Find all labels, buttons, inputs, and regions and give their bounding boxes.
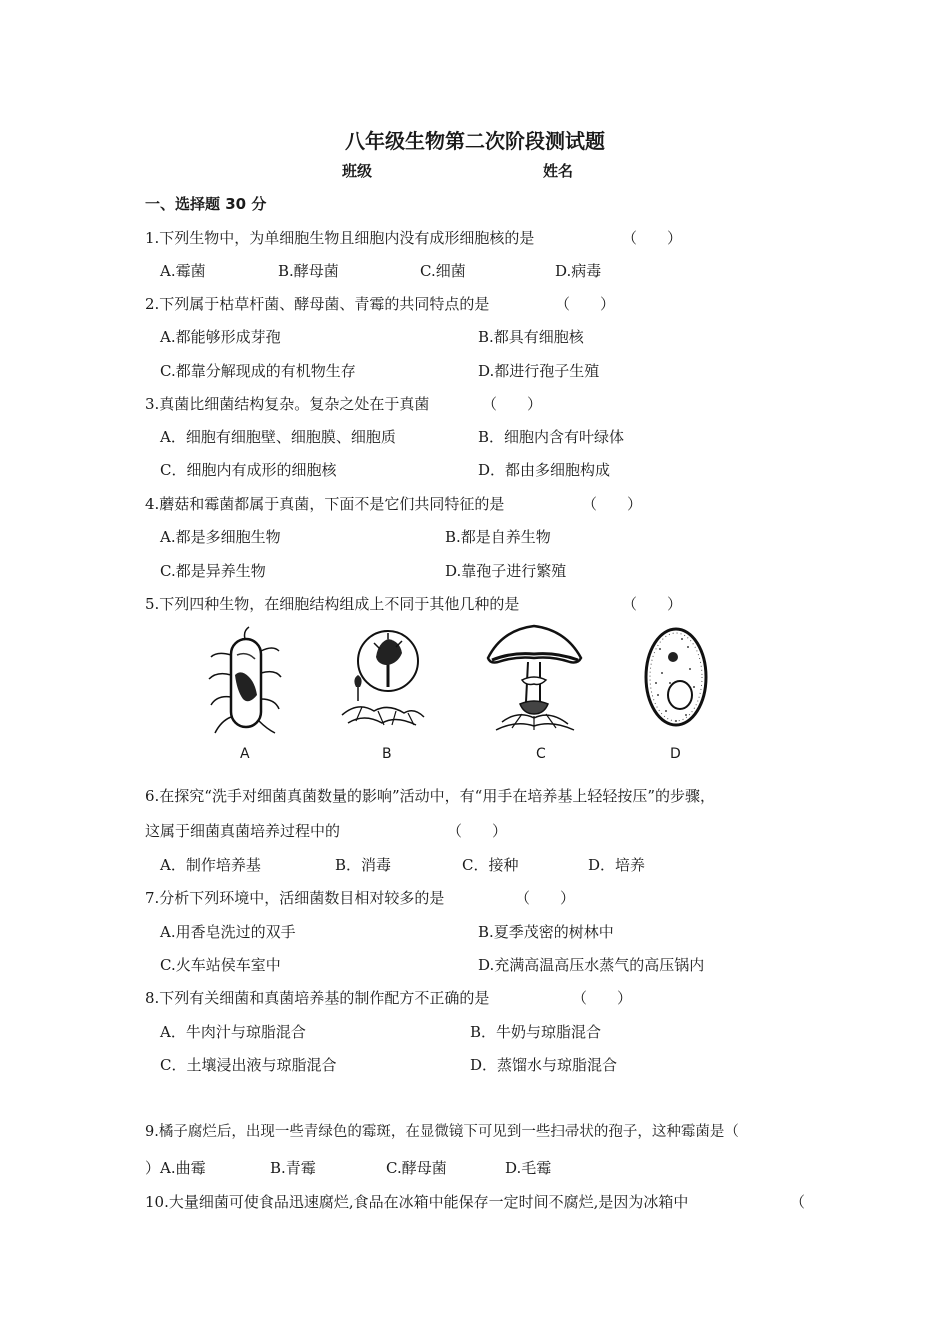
page-title: 八年级生物第二次阶段测试题 — [345, 129, 605, 153]
q7-stem: 7.分析下列环境中，活细菌数目相对较多的是 — [145, 889, 445, 907]
q2-option-b: B.都具有细胞核 — [478, 328, 584, 346]
q2-answer-blank: （ ） — [555, 295, 616, 313]
q9-option-c: C.酵母菌 — [386, 1159, 447, 1177]
q6-option-c: C．接种 — [462, 856, 519, 874]
q1-answer-blank: （ ） — [622, 229, 683, 247]
q2-option-d: D.都进行孢子生殖 — [478, 362, 600, 380]
q6-option-a: A．制作培养基 — [160, 856, 261, 874]
q8-option-d: D．蒸馏水与琼脂混合 — [470, 1056, 618, 1074]
class-label: 班级 — [342, 162, 373, 180]
q7-option-a: A.用香皂洗过的双手 — [160, 923, 296, 941]
q7-option-c: C.火车站侯车室中 — [160, 956, 281, 974]
q3-option-b: B．细胞内含有叶绿体 — [478, 428, 625, 446]
figure-label-b: B — [382, 746, 392, 762]
mushroom-figure — [482, 622, 587, 734]
bacterium-figure — [205, 625, 285, 740]
section-heading: 一、选择题 30 分 — [145, 195, 267, 213]
mold-figure — [338, 625, 428, 730]
q1-option-b: B.酵母菌 — [278, 262, 339, 280]
q4-option-a: A.都是多细胞生物 — [160, 528, 281, 546]
q7-option-b: B.夏季茂密的树林中 — [478, 923, 614, 941]
q4-option-d: D.靠孢子进行繁殖 — [445, 562, 567, 580]
q10-stem: 10.大量细菌可使食品迅速腐烂,食品在冰箱中能保存一定时间不腐烂,是因为冰箱中 — [145, 1193, 689, 1211]
figure-label-d: D — [670, 746, 681, 762]
q9-stem: 9.橘子腐烂后，出现一些青绿色的霉斑，在显微镜下可见到一些扫帚状的孢子，这种霉菌是（ — [145, 1124, 739, 1140]
q8-option-c: C．土壤浸出液与琼脂混合 — [160, 1056, 337, 1074]
q3-option-a: A．细胞有细胞壁、细胞膜、细胞质 — [160, 428, 396, 446]
q4-stem: 4.蘑菇和霉菌都属于真菌，下面不是它们共同特征的是 — [145, 495, 505, 513]
q8-stem: 8.下列有关细菌和真菌培养基的制作配方不正确的是 — [145, 989, 490, 1007]
q2-option-c: C.都靠分解现成的有机物生存 — [160, 362, 356, 380]
q2-option-a: A.都能够形成芽孢 — [160, 328, 281, 346]
q1-option-c: C.细菌 — [420, 262, 466, 280]
q6-option-b: B．消毒 — [335, 856, 392, 874]
q4-answer-blank: （ ） — [582, 495, 643, 513]
q8-answer-blank: （ ） — [572, 989, 633, 1007]
q8-option-b: B．牛奶与琼脂混合 — [470, 1023, 602, 1041]
q6-stem-continued: 这属于细菌真菌培养过程中的 — [145, 822, 341, 840]
figure-label-c: C — [536, 746, 546, 762]
q2-stem: 2.下列属于枯草杆菌、酵母菌、青霉的共同特点的是 — [145, 295, 490, 313]
q3-answer-blank: （ ） — [482, 395, 543, 413]
q7-option-d: D.充满高温高压水蒸气的高压锅内 — [478, 956, 705, 974]
q7-answer-blank: （ ） — [515, 889, 576, 907]
q9-option-d: D.毛霉 — [505, 1159, 552, 1177]
q1-stem: 1.下列生物中，为单细胞生物且细胞内没有成形细胞核的是 — [145, 229, 535, 247]
q9-option-b: B.青霉 — [270, 1159, 316, 1177]
figure-label-a: A — [240, 746, 250, 762]
q5-stem: 5.下列四种生物，在细胞结构组成上不同于其他几种的是 — [145, 595, 520, 613]
q3-stem: 3.真菌比细菌结构复杂。复杂之处在于真菌 — [145, 395, 430, 413]
q5-answer-blank: （ ） — [622, 595, 683, 613]
q3-option-d: D．都由多细胞构成 — [478, 461, 611, 479]
q6-stem: 6.在探究“洗手对细菌真菌数量的影响”活动中，有“用手在培养基上轻轻按压”的步骤， — [145, 787, 715, 805]
q1-option-d: D.病毒 — [555, 262, 602, 280]
q1-option-a: A.霉菌 — [160, 262, 206, 280]
q3-option-c: C．细胞内有成形的细胞核 — [160, 461, 337, 479]
q6-option-d: D．培养 — [588, 856, 646, 874]
q4-option-b: B.都是自养生物 — [445, 528, 551, 546]
q10-answer-blank: （ — [790, 1193, 806, 1211]
q4-option-c: C.都是异养生物 — [160, 562, 266, 580]
q9-option-a: ）A.曲霉 — [145, 1159, 206, 1177]
yeast-cell-figure — [640, 625, 712, 730]
q6-answer-blank: （ ） — [447, 822, 508, 840]
name-label: 姓名 — [543, 162, 574, 180]
q8-option-a: A．牛肉汁与琼脂混合 — [160, 1023, 306, 1041]
